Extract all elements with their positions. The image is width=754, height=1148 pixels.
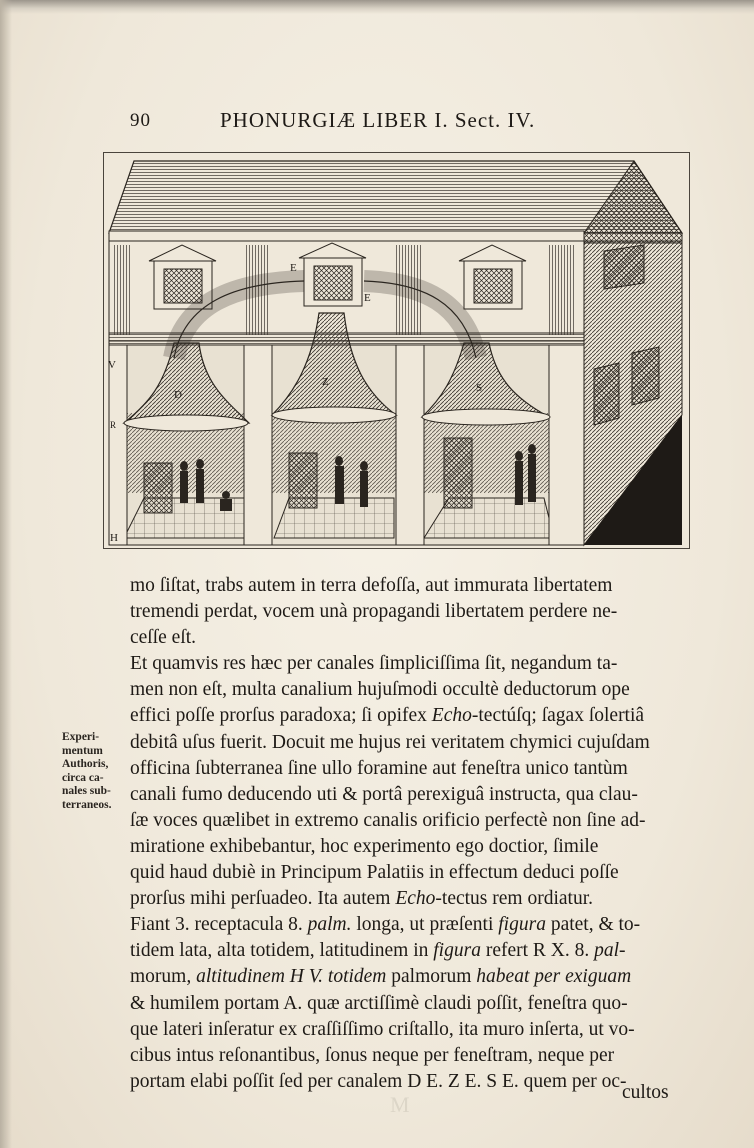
text-segment: -tectúſq; ſagax ſolertiâ [471,705,645,727]
engraving-plate [103,152,690,549]
label-h: H [110,532,118,544]
catchword: cultos [622,1082,669,1103]
text-segment: tremendi perdat, vocem unà propagandi libertatem perdere ne- [130,601,618,623]
margin-note-line: mentum [62,744,103,757]
text-segment: palmorum [391,966,472,988]
running-head [130,108,640,138]
label-e-lower: E [364,292,371,304]
text-segment: miratione exhibebantur, hoc experimento ego doctior, ſimile [130,835,599,857]
text-segment: officina ſubterranea ſine ullo foramine aut feneſtra unico tantùm [130,757,628,779]
text-segment: ſæ voces quælibet in extremo canalis orificio perfectè non ſine ad- [130,809,646,831]
italic-word: , altitudinem H V. totidem [186,966,392,988]
margin-note-line: Experi- [62,731,100,743]
margin-note-line: Authoris, [62,758,109,771]
text-segment: & humilem portam A. quæ arctiſſimè claudi poſſit, feneſtra quo- [130,992,628,1014]
text-line [130,573,690,599]
text-line [130,1043,690,1069]
roof [109,161,682,243]
label-v: V [108,359,116,371]
italic-word: figura [498,914,546,936]
acoustic-building-illustration [104,153,689,548]
text-segment: Fiant 3. receptacula 8. [130,914,308,936]
text-line [130,651,690,677]
text-line [130,938,690,964]
italic-word: habeat per exiguam [471,966,632,988]
text-segment: que lateri inſeratur ex craſſiſſimo criſtallo, ita muro inſerta, ut vo- [130,1018,635,1040]
text-segment: Et quamvis res hæc per canales ſimpliciſſima ſit, negandum ta- [130,653,618,675]
margin-note [62,731,130,813]
page-top-edge-shadow [0,0,754,14]
text-line [130,599,690,625]
margin-note-line: nales sub- [62,785,111,798]
text-line [130,991,690,1017]
text-segment: refert R X. 8. [480,940,595,962]
text-line [130,860,690,886]
text-segment: mo ſiſtat, trabs autem in terra defoſſa, aut immurata libertatem [130,575,613,596]
text-segment: canali fumo deducendo uti & portâ perexiguâ instructa, qua clau- [130,783,638,805]
text-segment: men non eſt, multa canalium hujuſmodi occultè deductorum ope [130,679,630,701]
text-line [130,677,690,703]
text-segment: morum [130,966,187,988]
page-left-edge-shadow [0,0,12,1148]
text-line [130,1069,690,1095]
bleed-through: M [390,1092,410,1117]
text-line [130,730,690,756]
body-text [130,573,690,1095]
side-wall [584,241,682,545]
italic-word: Echo [395,888,436,910]
text-segment: patet, & to- [545,914,641,936]
italic-word: figura [433,940,481,962]
italic-word: Echo [431,705,472,727]
label-z: Z [322,376,329,388]
page-number: 90 [130,110,151,131]
text-segment: -tectus rem ordiatur. [435,888,593,910]
text-line [130,834,690,860]
text-segment: tidem lata, alta totidem, latitudinem in [130,940,434,962]
text-segment: longa, ut præſenti [351,914,499,936]
label-e-upper: E [290,262,297,274]
text-segment: effici poſſe prorſus paradoxa; ſi opifex [130,705,432,727]
text-segment: debitâ uſus fuerit. Docuit me hujus rei veritatem chymici cujuſdam [130,731,650,753]
italic-word: palm. [307,914,352,936]
margin-note-line: terraneos. [62,798,112,811]
text-line [130,886,690,912]
label-r: R [110,420,117,430]
text-segment: portam elabi poſſit ſed per canalem D E. Z E. S E. quem per oc- [130,1070,627,1092]
text-line [130,703,690,729]
text-line [130,964,690,990]
label-s: S [476,382,483,394]
text-line [130,756,690,782]
text-segment: quid haud dubiè in Principum Palatiis in effectum deduci poſſe [130,862,619,884]
running-title: PHONURGIÆ LIBER I. Sect. IV. [220,108,536,132]
text-line [130,808,690,834]
text-line [130,912,690,938]
text-line [130,782,690,808]
italic-word: pal- [594,940,626,962]
label-d: D [174,389,182,401]
text-line [130,1017,690,1043]
text-segment: cibus intus reſonantibus, ſonus neque per feneſtram, neque per [130,1044,615,1066]
text-line [130,625,690,651]
text-segment: ceſſe eſt. [130,627,197,649]
margin-note-line: circa ca- [62,771,104,784]
text-segment: prorſus mihi perſuadeo. Ita autem [130,888,396,910]
